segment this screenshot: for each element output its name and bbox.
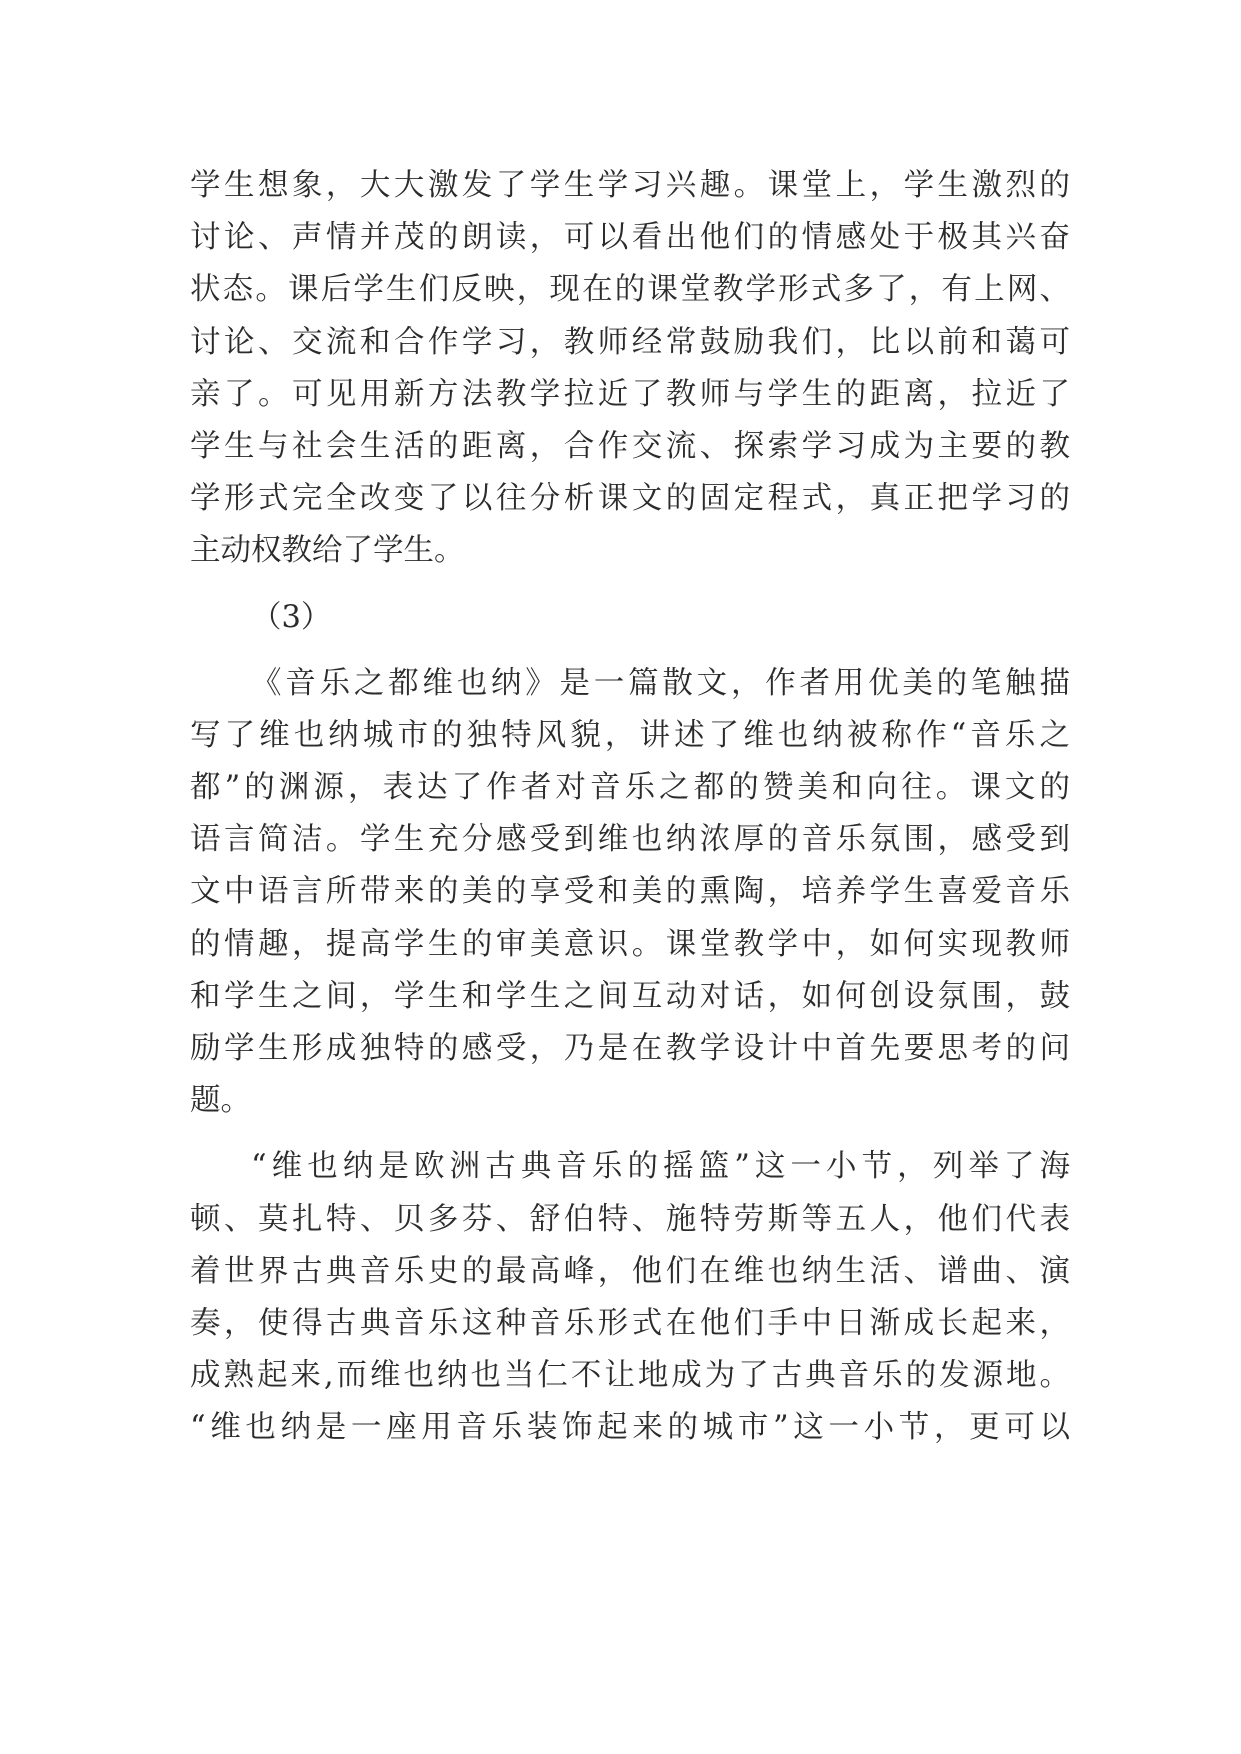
paragraph-line: 都”的渊源，表达了作者对音乐之都的赞美和向往。课文的	[190, 770, 1070, 806]
paragraph-line: “维也纳是一座用音乐装饰起来的城市”这一小节，更可以	[190, 1410, 1070, 1446]
paragraph-line: 题。	[190, 1083, 251, 1119]
paragraph-line: 学生想象，大大激发了学生学习兴趣。课堂上，学生激烈的	[190, 168, 1070, 203]
paragraph-line: 语言简洁。学生充分感受到维也纳浓厚的音乐氛围，感受到	[190, 822, 1070, 858]
paragraph-line: “维也纳是欧洲古典音乐的摇篮”这一小节，列举了海	[251, 1149, 1070, 1185]
paragraph-line: 讨论、交流和合作学习，教师经常鼓励我们，比以前和蔼可	[190, 324, 1070, 360]
paragraph-line: 成熟起来,而维也纳也当仁不让地成为了古典音乐的发源地。	[190, 1358, 1070, 1394]
paragraph-line: 写了维也纳城市的独特风貌，讲述了维也纳被称作“音乐之	[190, 717, 1070, 753]
paragraph-line: 顿、莫扎特、贝多芬、舒伯特、施特劳斯等五人，他们代表	[190, 1201, 1070, 1237]
paragraph-line: 奏，使得古典音乐这种音乐形式在他们手中日渐成长起来，	[190, 1305, 1070, 1341]
paragraph-line: 励学生形成独特的感受，乃是在教学设计中首先要思考的问	[190, 1031, 1070, 1066]
paragraph-line: 的情趣，提高学生的审美意识。课堂教学中，如何实现教师	[190, 926, 1070, 962]
paragraph-line: 文中语言所带来的美的享受和美的熏陶，培养学生喜爱音乐	[190, 874, 1070, 910]
paragraph-line: 着世界古典音乐史的最高峰，他们在维也纳生活、谱曲、演	[190, 1253, 1070, 1289]
paragraph-line: 状态。课后学生们反映，现在的课堂教学形式多了，有上网、	[190, 272, 1070, 308]
section-number: （3）	[251, 599, 332, 635]
paragraph-line: 学生与社会生活的距离，合作交流、探索学习成为主要的教	[190, 428, 1070, 464]
paragraph-line: 《音乐之都维也纳》是一篇散文，作者用优美的笔触描	[251, 665, 1070, 701]
paragraph-line: 学形式完全改变了以往分析课文的固定程式，真正把学习的	[190, 481, 1070, 517]
paragraph-line: 讨论、声情并茂的朗读，可以看出他们的情感处于极其兴奋	[190, 220, 1070, 256]
body-text	[190, 160, 1070, 1455]
paragraph-line: 亲了。可见用新方法教学拉近了教师与学生的距离，拉近了	[190, 376, 1070, 412]
paragraph-line: 主动权教给了学生。	[190, 533, 465, 569]
paragraph-line: 和学生之间，学生和学生之间互动对话，如何创设氛围，鼓	[190, 978, 1070, 1014]
